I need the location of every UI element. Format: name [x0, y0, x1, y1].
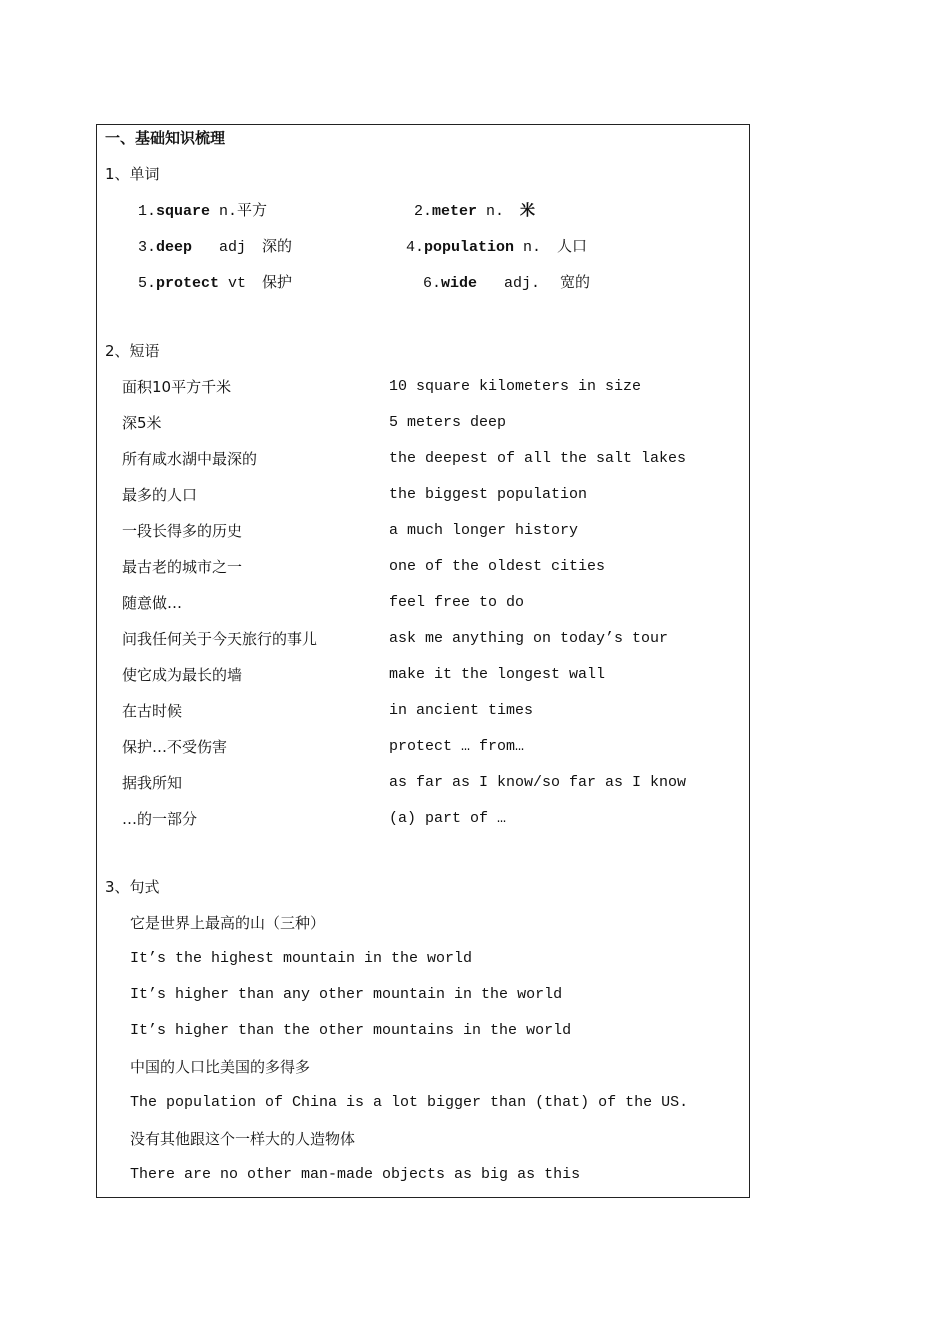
- phrase-cn: 一段长得多的历史: [122, 522, 243, 540]
- phrase-en: in ancient times: [389, 702, 534, 719]
- section-title: 一、基础知识梳理: [105, 129, 226, 147]
- vocab-item-4: 4.population n. 人口: [406, 237, 588, 256]
- phrase-cn: 问我任何关于今天旅行的事儿: [122, 630, 318, 648]
- phrase-en: a much longer history: [389, 522, 579, 539]
- sentence-en: The population of China is a lot bigger than (that) of the US.: [130, 1094, 689, 1111]
- sentence-en: There are no other man-made objects as big as this: [130, 1166, 581, 1183]
- vocab-item-5: 5.protect vt 保护: [138, 273, 293, 292]
- phrase-cn: 保护…不受伤害: [122, 738, 228, 756]
- phrase-cn: 据我所知: [122, 774, 183, 792]
- phrase-en: one of the oldest cities: [389, 558, 606, 575]
- sentence-en: It’s higher than the other mountains in the world: [130, 1022, 572, 1039]
- phrase-en: feel free to do: [389, 594, 525, 611]
- sentence-cn: 中国的人口比美国的多得多: [130, 1058, 311, 1076]
- phrase-en: (a) part of …: [389, 810, 507, 827]
- phrase-cn: 在古时候: [122, 702, 183, 720]
- phrase-cn: 面积10平方千米: [122, 378, 232, 396]
- phrase-cn: 随意做…: [122, 594, 183, 612]
- phrase-cn: …的一部分: [122, 810, 198, 828]
- vocab-heading: 1、单词: [105, 165, 160, 183]
- phrase-en: protect … from…: [389, 738, 525, 755]
- sentence-cn: 没有其他跟这个一样大的人造物体: [130, 1130, 356, 1148]
- phrase-cn: 所有咸水湖中最深的: [122, 450, 258, 468]
- phrase-en: 10 square kilometers in size: [389, 378, 642, 395]
- phrase-cn: 使它成为最长的墙: [122, 666, 243, 684]
- phrase-en: make it the longest wall: [389, 666, 606, 683]
- vocab-item-1: 1.square n.平方: [138, 201, 268, 220]
- sentences-heading: 3、句式: [105, 878, 160, 896]
- phrase-en: 5 meters deep: [389, 414, 507, 431]
- vocab-item-2: 2.meter n. 米: [414, 201, 536, 220]
- phrase-cn: 深5米: [122, 414, 162, 432]
- phrase-cn: 最古老的城市之一: [122, 558, 243, 576]
- phrase-cn: 最多的人口: [122, 486, 198, 504]
- phrases-heading: 2、短语: [105, 342, 160, 360]
- sentence-en: It’s higher than any other mountain in the world: [130, 986, 563, 1003]
- phrase-en: the biggest population: [389, 486, 588, 503]
- phrase-en: the deepest of all the salt lakes: [389, 450, 687, 467]
- phrase-en: ask me anything on today’s tour: [389, 630, 669, 647]
- sentence-cn: 它是世界上最高的山（三种）: [130, 914, 326, 932]
- vocab-item-3: 3.deep adj 深的: [138, 237, 293, 256]
- vocab-item-6: 6.wide adj. 宽的: [423, 273, 591, 292]
- sentence-en: It’s the highest mountain in the world: [130, 950, 473, 967]
- phrase-en: as far as I know/so far as I know: [389, 774, 687, 791]
